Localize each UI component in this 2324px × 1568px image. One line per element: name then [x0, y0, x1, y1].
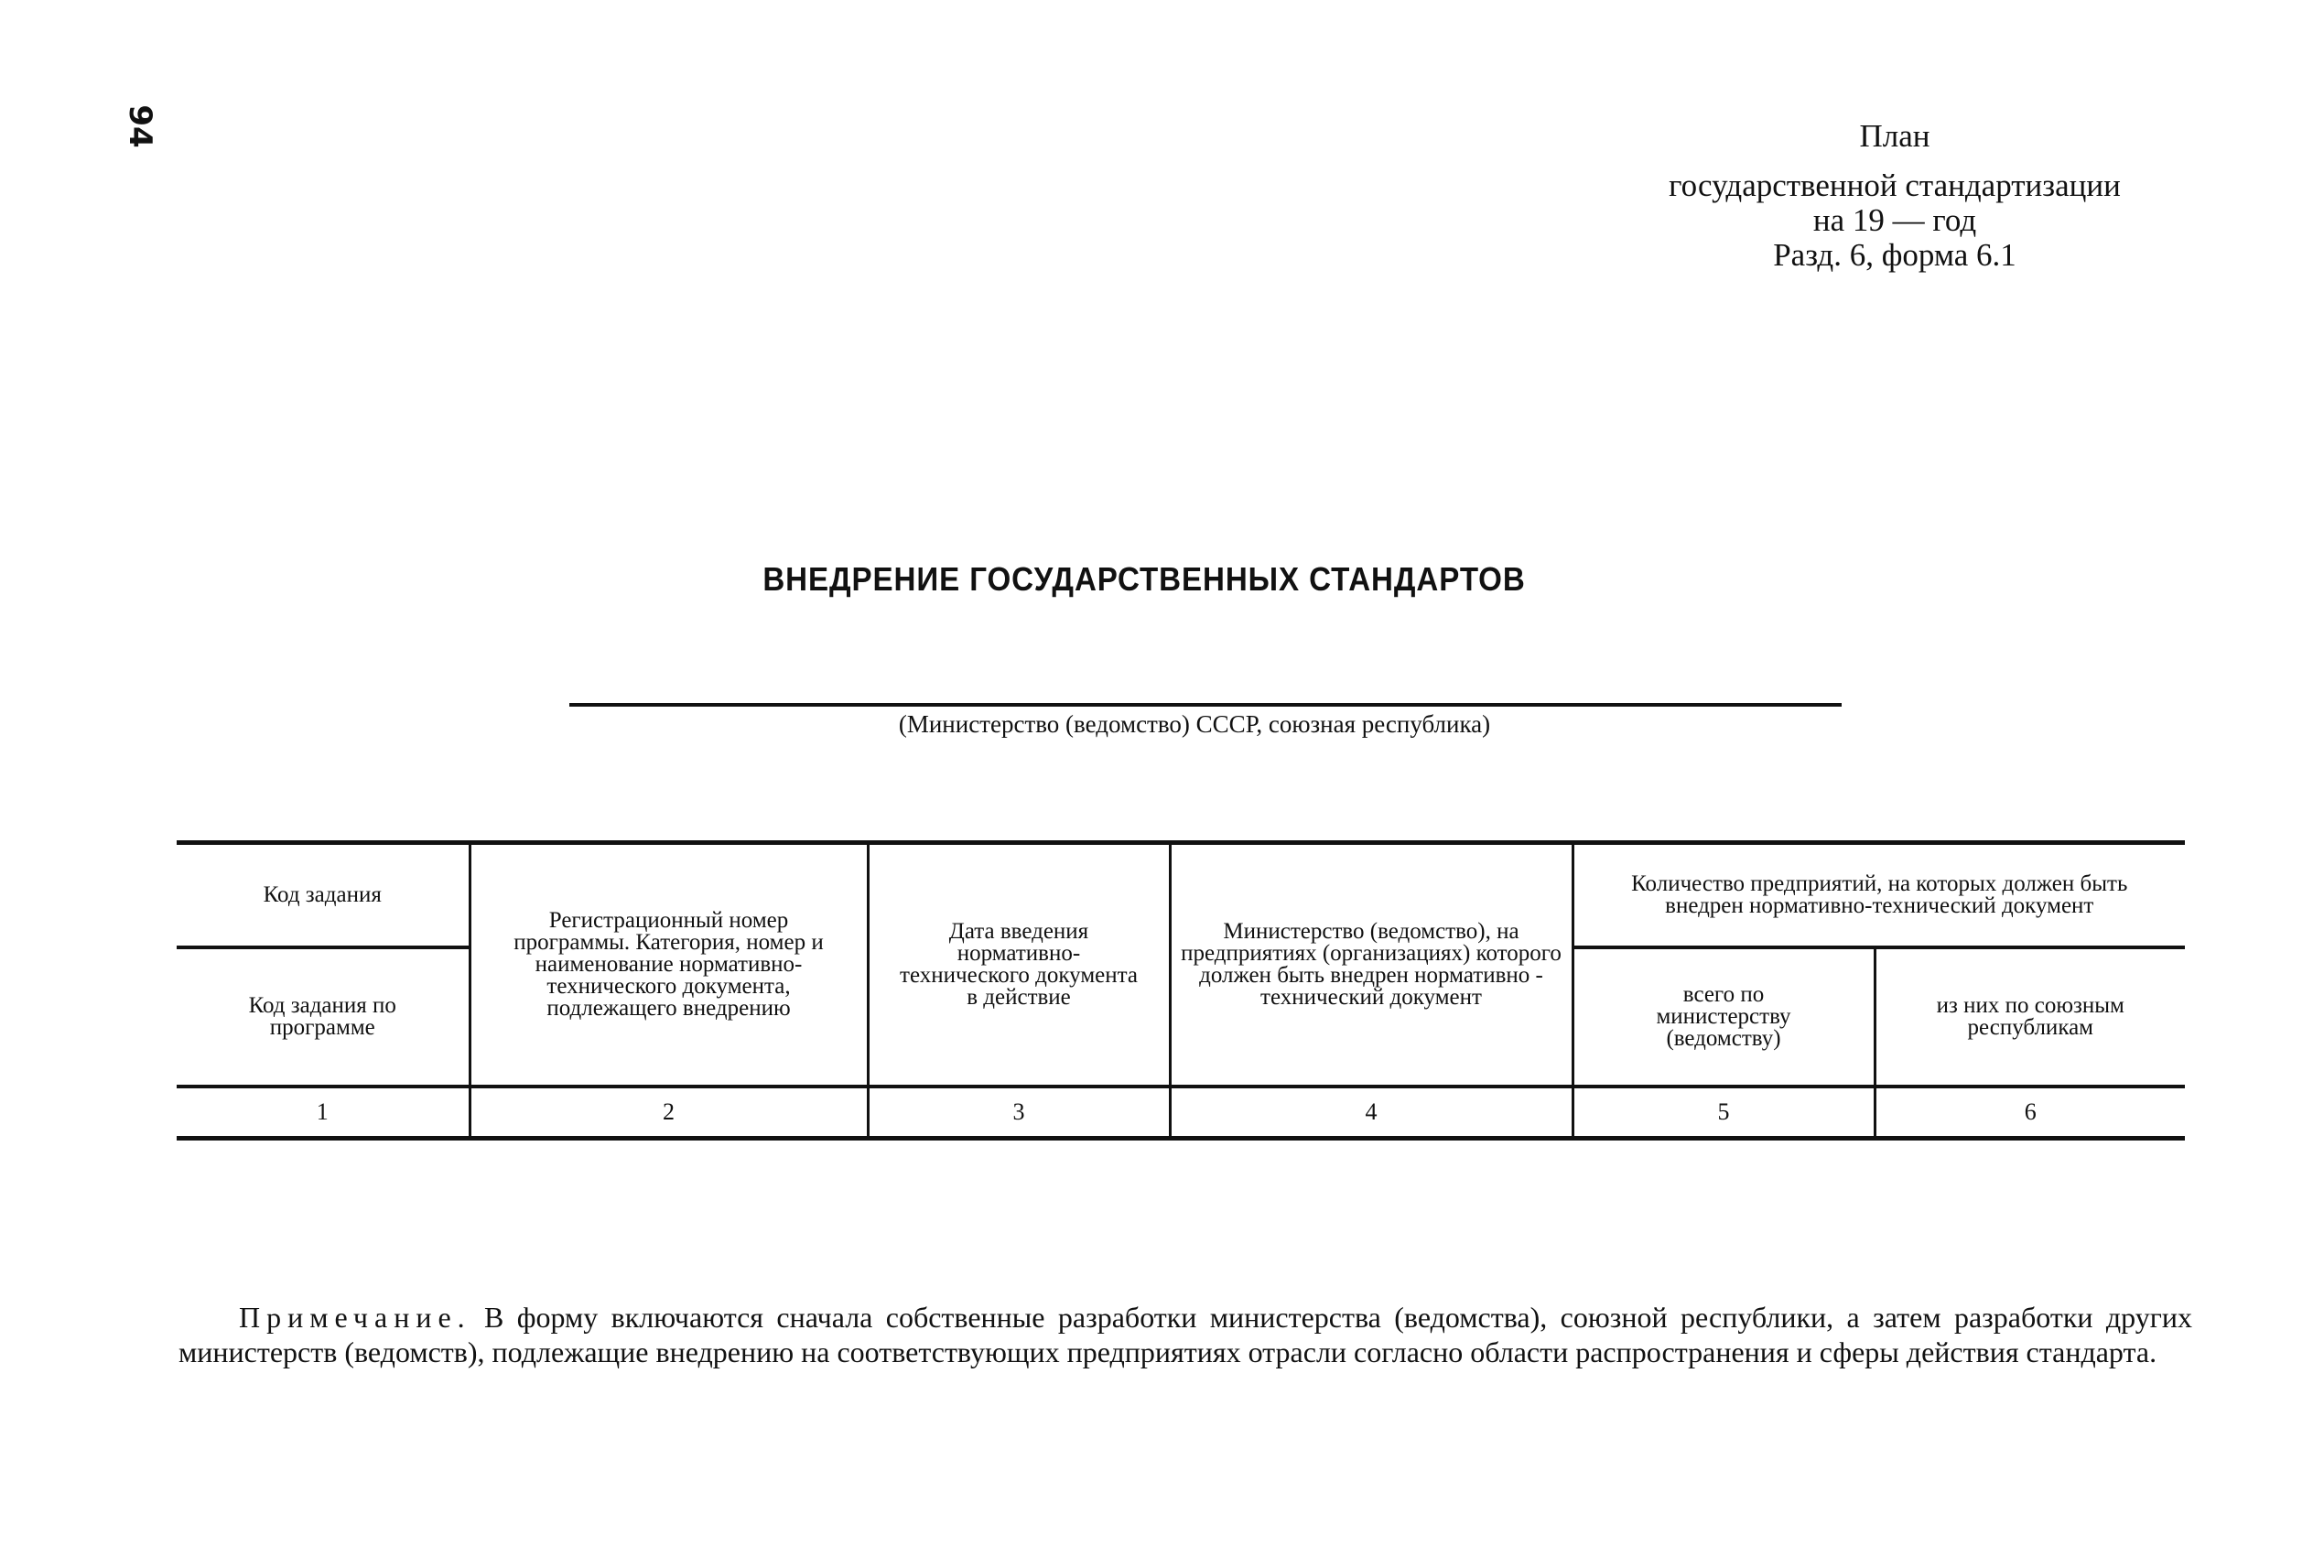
header-col5: всего по министерству (ведомству): [1573, 947, 1875, 1087]
column-number: 4: [1170, 1087, 1573, 1139]
header-col3: Дата введения нормативно-технического документа в действие: [868, 843, 1170, 1087]
note-label: Примечание.: [239, 1301, 471, 1334]
header-col1-bottom: Код задания по программе: [177, 947, 470, 1087]
note-text: В форму включаются сначала собственные разработки министерства (ведомства), союзной республики, а затем разработки других министерств (ведомств), подлежащие внедрению на соответствующих предприятиях отрасли согласно области распространения и сферы действия стандарта.: [178, 1301, 2192, 1368]
standards-implementation-table: [177, 840, 2185, 1141]
column-number: 6: [2024, 1098, 2037, 1125]
page-number: 94: [122, 104, 158, 148]
document-title: ВНЕДРЕНИЕ ГОСУДАРСТВЕННЫХ СТАНДАРТОВ: [762, 560, 1526, 598]
header-group-enterprises: Количество предприятий, на которых должен быть внедрен нормативно-технический документ: [1573, 843, 2185, 948]
column-number: 1: [177, 1087, 470, 1139]
plan-label: План: [1859, 118, 1930, 154]
header-line-1: государственной стандартизации: [1669, 168, 2121, 203]
column-number: 5: [1573, 1087, 1875, 1139]
header-line-2: на 19 — год: [1812, 202, 1977, 238]
footnote: [178, 1300, 2192, 1369]
table-header-row-1: [177, 843, 2185, 948]
column-number: 2: [470, 1087, 868, 1139]
form-header: [1611, 119, 2178, 273]
fill-in-caption: (Министерство (ведомство) СССР, союзная республика): [898, 710, 1491, 738]
header-col4: Министерство (ведомство), на предприятиях (организациях) которого должен быть внедрен нормативно - технический документ: [1170, 843, 1573, 1087]
header-line-3: Разд. 6, форма 6.1: [1773, 237, 2016, 273]
header-col1-top: Код задания: [177, 843, 470, 948]
column-number: 3: [868, 1087, 1170, 1139]
header-col6: из них по союзным республикам: [1875, 947, 2185, 1087]
header-col2: Регистрационный номер программы. Категория, номер и наименование нормативно-технического документа, подлежащего внедрению: [470, 843, 868, 1087]
column-number-row: [177, 1087, 2185, 1139]
fill-in-line: [569, 703, 1842, 707]
